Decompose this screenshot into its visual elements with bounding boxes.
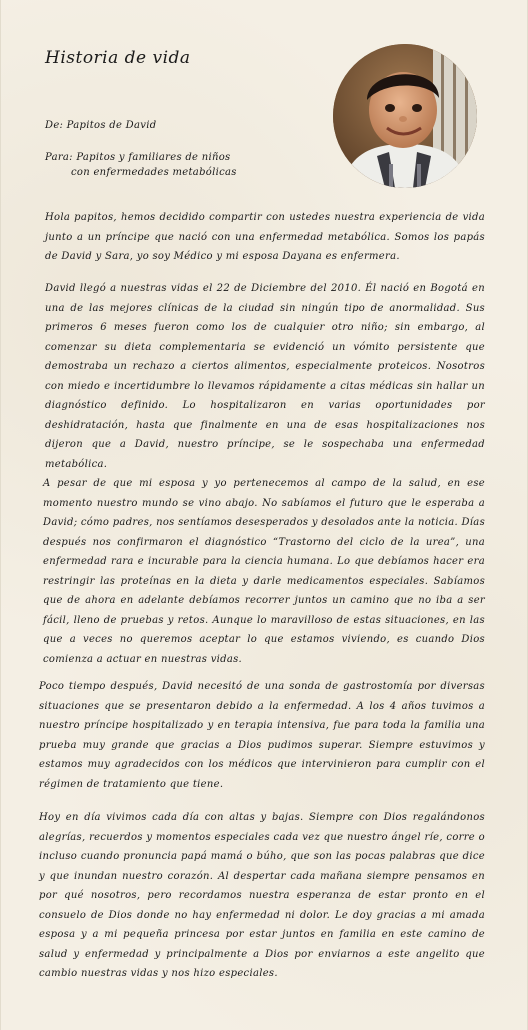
to-line-2: con enfermedades metabólicas	[71, 167, 237, 178]
child-portrait-icon	[333, 44, 477, 188]
from-line: De: Papitos de David	[45, 120, 157, 131]
to-line-1: Para: Papitos y familiares de niños	[45, 152, 231, 163]
paragraph-intro: Hola papitos, hemos decidido compartir con ustedes nuestra experiencia de vida junto a un príncipe que nació con una enfermedad metabólica. Somos los papás de David y Sara, yo soy Médico y mi esposa Dayana es enfermera.	[45, 212, 485, 262]
page-title: Historia de vida	[45, 48, 191, 68]
to-block	[45, 150, 285, 180]
child-photo	[333, 44, 477, 188]
paragraph-hospitalization: Poco tiempo después, David necesitó de una sonda de gastrostomía por diversas situaciones que se presentaron debido a la enfermedad. A los 4 años tuvimos a nuestro príncipe hospitalizado y en terapia intensiva, fue para toda la familia una prueba muy grande que gracias a Dios pudimos superar. Siempre estuvimos y estamos muy agradecidos con los médicos que intervinieron para cumplir con el régimen de tratamiento que tiene.	[39, 681, 485, 790]
paragraph-diagnosis: A pesar de que mi esposa y yo pertenecemos al campo de la salud, en ese momento nuestro mundo se vino abajo. No sabíamos el futuro que le esperaba a David; cómo padres, nos sentíamos desesperados y desolados ante la noticia. Días después nos confirmaron el diagnóstico “Trastorno del ciclo de la urea”, una enfermedad rara e incurable para la ciencia humana. Lo que debíamos hacer era restringir las proteínas en la dieta y darle medicamentos especiales. Sabíamos que de ahora en adelante debíamos recorrer juntos un camino que no iba a ser fácil, lleno de pruebas y retos. Aunque lo maravilloso de estas situaciones, en las que a veces no queremos aceptar lo que estamos viviendo, es cuando Dios comienza a actuar en nuestras vidas.	[43, 478, 485, 665]
paragraph-today: Hoy en día vivimos cada día con altas y bajas. Siempre con Dios regalándonos alegrías, recuerdos y momentos especiales cada vez que nuestro ángel ríe, corre o incluso cuando pronuncia papá mamá o búho, que son las pocas palabras que dice y que inundan nuestro corazón. Al despertar cada mañana siempre pensamos en por qué nosotros, pero recordamos nuestra esperanza de estar pronto en el consuelo de Dios donde no hay enfermedad ni dolor. Le doy gracias a mi amada esposa y a mi pequeña princesa por estar juntos en familia en este camino de salud y enfermedad y principalmente a Dios por enviarnos a este angelito que cambio nuestras vidas y nos hizo especiales.	[39, 812, 485, 979]
paragraph-birth: David llegó a nuestras vidas el 22 de Diciembre del 2010. Él nació en Bogotá en una de las mejores clínicas de la ciudad sin ningún tipo de anormalidad. Sus primeros 6 meses fueron como los de cualquier otro niño; sin embargo, al comenzar su dieta complementaria se evidenció un vómito persistente que demostraba un rechazo a ciertos alimentos, especialmente proteicos. Nosotros con miedo e incertidumbre lo llevamos rápidamente a citas médicas sin hallar un diagnóstico definido. Lo hospitalizaron en varias oportunidades por deshidratación, hasta que finalmente en una de esas hospitalizaciones nos dijeron que a David, nuestro príncipe, se le sospechaba una enfermedad metabólica.	[45, 283, 485, 470]
